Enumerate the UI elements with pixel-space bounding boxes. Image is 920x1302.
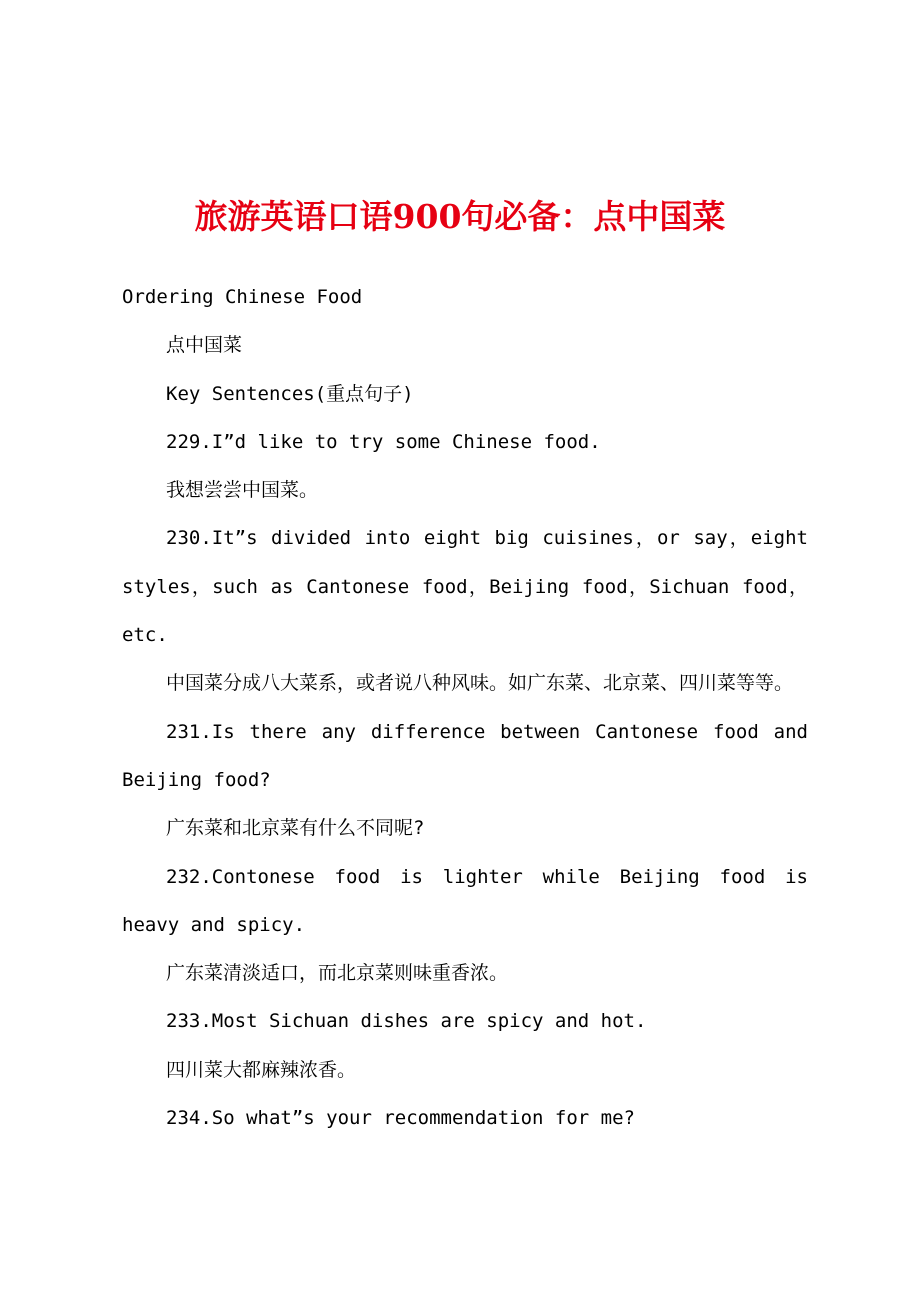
document-title: 旅游英语口语900句必备：点中国菜 [194,197,726,236]
sentence-231-chinese: 广东菜和北京菜有什么不同呢? [166,817,425,840]
sentence-230-english: 230.It”s divided into eight big cuisines，or say，eight styles，such as Cantonese food，Beijing food，Sichuan food，etc. [122,527,808,647]
section-heading-translation: 点中国菜 [166,334,243,357]
key-sentences-heading: Key Sentences(重点句子) [166,382,414,405]
document-body [122,273,808,1142]
sentence-230-chinese: 中国菜分成八大菜系，或者说八种风味。如广东菜、北京菜、四川菜等等。 [166,672,794,695]
sentence-233-english: 233.Most Sichuan dishes are spicy and hot. [166,1010,647,1033]
section-heading: Ordering Chinese Food [122,286,363,308]
sentence-231-english: 231.Is there any difference between Cantonese food and Beijing food? [122,720,808,791]
sentence-229-english: 229.I”d like to try some Chinese food. [166,430,601,453]
sentence-232-chinese: 广东菜清淡适口，而北京菜则味重香浓。 [166,962,509,985]
sentence-234-english: 234.So what”s your recommendation for me? [166,1107,635,1130]
sentence-229-chinese: 我想尝尝中国菜。 [166,479,319,502]
sentence-233-chinese: 四川菜大都麻辣浓香。 [166,1058,357,1081]
sentence-232-english: 232.Contonese food is lighter while Beijing food is heavy and spicy. [122,865,808,936]
